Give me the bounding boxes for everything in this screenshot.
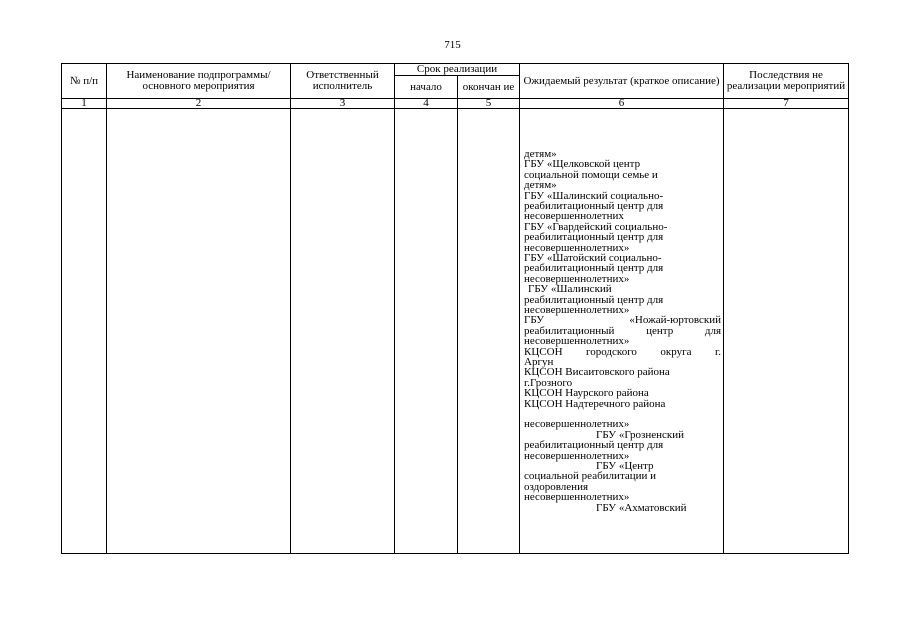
result-line: ГБУ «Ахматовский: [596, 501, 687, 514]
result-line: несовершеннолетних»: [524, 241, 630, 254]
result-line: несовершеннолетних»: [524, 491, 630, 504]
column-number: 6: [520, 99, 724, 109]
result-line: ГБУ «Гвардейский социально-: [524, 220, 668, 233]
program-table: [61, 63, 849, 554]
result-line: несовершеннолетних»: [524, 303, 630, 316]
result-line: реабилитационный центр для: [524, 324, 722, 337]
result-line: КЦСОН Наурского района: [524, 387, 649, 400]
result-line: несовершеннолетних: [524, 210, 624, 223]
page-number: 715: [444, 39, 461, 51]
result-line: несовершеннолетних»: [524, 272, 630, 285]
row-result-cell: [520, 109, 724, 554]
header-term: Срок реализации: [395, 64, 520, 76]
row-num-cell: [62, 109, 107, 554]
result-line: КЦСОН Висаитовского района: [524, 366, 670, 379]
result-line: социальной помощи семье и: [524, 168, 658, 181]
table-row: [62, 109, 849, 554]
result-line: реабилитационный центр для: [524, 293, 664, 306]
column-number: 1: [62, 99, 107, 109]
result-line: детям»: [524, 147, 557, 160]
result-line: социальной реабилитации и: [524, 470, 657, 483]
result-line: реабилитационный центр для: [524, 262, 664, 275]
header-num: № п/п: [62, 64, 107, 99]
result-line: ГБУ «Щелковской центр: [524, 158, 641, 171]
result-line: детям»: [524, 179, 557, 192]
result-line: несовершеннолетних»: [524, 449, 630, 462]
header-name: Наименование подпрограммы/ основного мероприятия: [107, 64, 291, 99]
column-number: 7: [724, 99, 849, 109]
result-line: ГБУ «Ножай-юртовский: [524, 314, 722, 327]
result-line: реабилитационный центр для: [524, 231, 664, 244]
column-number: 5: [458, 99, 520, 109]
result-line: ГБУ «Шалинский социально-: [524, 189, 664, 202]
row-consequences-cell: [724, 109, 849, 554]
header-term-end: окончан ие: [458, 76, 520, 99]
result-line: Аргун: [524, 356, 554, 369]
result-line: несовершеннолетних»: [524, 335, 630, 348]
result-line: несовершеннолетних»: [524, 418, 630, 431]
column-number: 4: [395, 99, 458, 109]
result-line: ГБУ «Центр: [596, 460, 654, 473]
row-name-cell: [107, 109, 291, 554]
result-line: ГБУ «Шатойский социально-: [524, 251, 662, 264]
column-number: 2: [107, 99, 291, 109]
result-line: ГБУ «Шалинский: [528, 283, 612, 296]
result-line: КЦСОН городского округа г.: [524, 345, 722, 358]
result-line: г.Грозного: [524, 376, 573, 389]
column-number: 3: [291, 99, 395, 109]
result-line: реабилитационный центр для: [524, 199, 664, 212]
row-responsible-cell: [291, 109, 395, 554]
result-line: ГБУ «Грозненский: [596, 428, 685, 441]
header-responsible: Ответственный исполнитель: [291, 64, 395, 99]
row-term-start-cell: [395, 109, 458, 554]
header-result: Ожидаемый результат (краткое описание): [520, 64, 724, 99]
result-line: реабилитационный центр для: [524, 439, 664, 452]
result-line: КЦСОН Надтеречного района: [524, 397, 666, 410]
header-consequences: Последствия не реализации мероприятий: [724, 64, 849, 99]
row-term-end-cell: [458, 109, 520, 554]
result-line: оздоровления: [524, 480, 589, 493]
header-term-start: начало: [395, 76, 458, 99]
column-number-row: [62, 99, 849, 109]
